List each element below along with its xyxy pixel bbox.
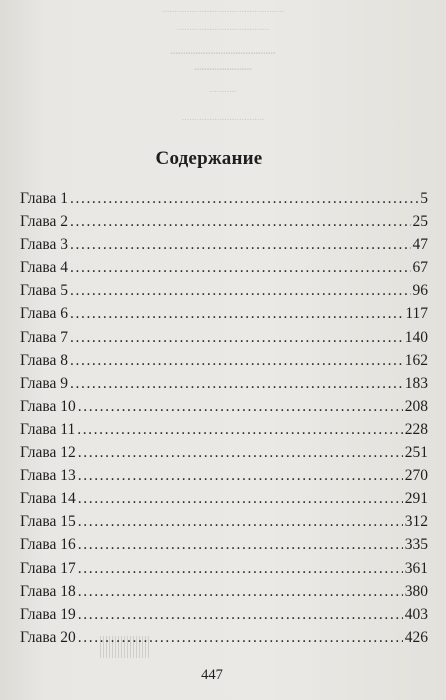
toc-entry xyxy=(20,279,428,302)
toc-entry-label: Глава 1 xyxy=(20,190,69,207)
toc-entry-label: Глава 6 xyxy=(20,305,69,323)
dot-leader xyxy=(70,187,418,210)
toc-entry-label: Глава 15 xyxy=(20,513,76,531)
toc-entry-page: 5 xyxy=(420,190,428,207)
toc-entry-label: Глава 17 xyxy=(20,559,76,577)
toc-entry-page: 291 xyxy=(404,490,428,508)
dot-leader xyxy=(78,487,403,510)
toc-entry-page: 67 xyxy=(412,259,428,277)
toc-entry xyxy=(20,464,428,487)
toc-entry-label: Глава 12 xyxy=(20,444,76,462)
toc-entry xyxy=(20,441,428,464)
toc-entry-page: 25 xyxy=(412,213,428,231)
dot-leader xyxy=(78,441,403,464)
page-number: 447 xyxy=(201,667,223,683)
dot-leader xyxy=(70,210,410,233)
toc-entry-label: Глава 19 xyxy=(20,605,76,623)
dot-leader xyxy=(78,464,403,487)
toc-entry xyxy=(20,580,428,603)
toc-entry-label: Глава 4 xyxy=(20,259,69,277)
page-title: Содержание xyxy=(155,148,263,169)
dot-leader xyxy=(70,372,403,395)
toc-entry-label: Глава 8 xyxy=(20,351,69,369)
toc-entry xyxy=(20,487,428,510)
dot-leader xyxy=(70,279,410,302)
dot-leader xyxy=(78,580,403,603)
toc-entry xyxy=(20,187,428,210)
toc-entry-page: 140 xyxy=(404,328,428,346)
toc-entry-label: Глава 18 xyxy=(20,582,76,600)
toc-entry-label: Глава 11 xyxy=(20,420,76,438)
toc-entry-page: 426 xyxy=(404,628,428,646)
dot-leader xyxy=(78,510,403,533)
dot-leader xyxy=(70,326,403,349)
toc-entry xyxy=(20,510,428,533)
toc-entry xyxy=(20,626,428,649)
toc-entry xyxy=(20,557,428,580)
toc-entry-page: 251 xyxy=(404,444,428,462)
toc-entry-page: 403 xyxy=(404,605,428,623)
toc-entry-label: Глава 10 xyxy=(20,397,76,415)
toc-entry-label: Глава 2 xyxy=(20,213,69,231)
toc-entry-label: Глава 5 xyxy=(20,282,69,300)
toc-entry-page: 47 xyxy=(412,236,428,254)
dot-leader xyxy=(77,418,403,441)
toc-entry-label: Глава 7 xyxy=(20,328,69,346)
toc-entry-label: Глава 14 xyxy=(20,490,76,508)
bleed-through-text: ................................................. ..................................... .......................................... ....................... ........... ................................. xyxy=(161,4,285,123)
toc-entry-page: 162 xyxy=(404,351,428,369)
toc-entry xyxy=(20,233,428,256)
toc-entry-page: 228 xyxy=(404,420,428,438)
dot-leader xyxy=(78,626,403,649)
dot-leader xyxy=(70,349,403,372)
dot-leader xyxy=(70,256,410,279)
toc-entry-label: Глава 13 xyxy=(20,467,76,485)
dot-leader xyxy=(78,603,403,626)
toc-entry xyxy=(20,210,428,233)
toc-entry xyxy=(20,418,428,441)
dot-leader xyxy=(78,395,403,418)
toc-entry-label: Глава 9 xyxy=(20,374,69,392)
toc-entry xyxy=(20,533,428,556)
toc-entry xyxy=(20,326,428,349)
toc-entry-label: Глава 3 xyxy=(20,236,69,254)
toc-entry-page: 361 xyxy=(404,559,428,577)
table-of-contents xyxy=(20,187,428,649)
toc-entry-page: 208 xyxy=(404,397,428,415)
toc-entry-label: Глава 20 xyxy=(20,628,76,646)
toc-entry-page: 117 xyxy=(405,305,428,323)
toc-entry xyxy=(20,372,428,395)
dot-leader xyxy=(70,233,410,256)
toc-entry xyxy=(20,302,428,325)
dot-leader xyxy=(78,557,403,580)
dot-leader xyxy=(70,302,403,325)
toc-entry-page: 270 xyxy=(404,467,428,485)
toc-entry-page: 335 xyxy=(404,536,428,554)
toc-entry-label: Глава 16 xyxy=(20,536,76,554)
toc-entry xyxy=(20,349,428,372)
toc-entry-page: 312 xyxy=(404,513,428,531)
toc-entry xyxy=(20,603,428,626)
toc-entry xyxy=(20,395,428,418)
dot-leader xyxy=(78,533,403,556)
toc-entry-page: 96 xyxy=(412,282,428,300)
toc-entry-page: 380 xyxy=(404,582,428,600)
toc-entry-page: 183 xyxy=(404,374,428,392)
toc-entry xyxy=(20,256,428,279)
